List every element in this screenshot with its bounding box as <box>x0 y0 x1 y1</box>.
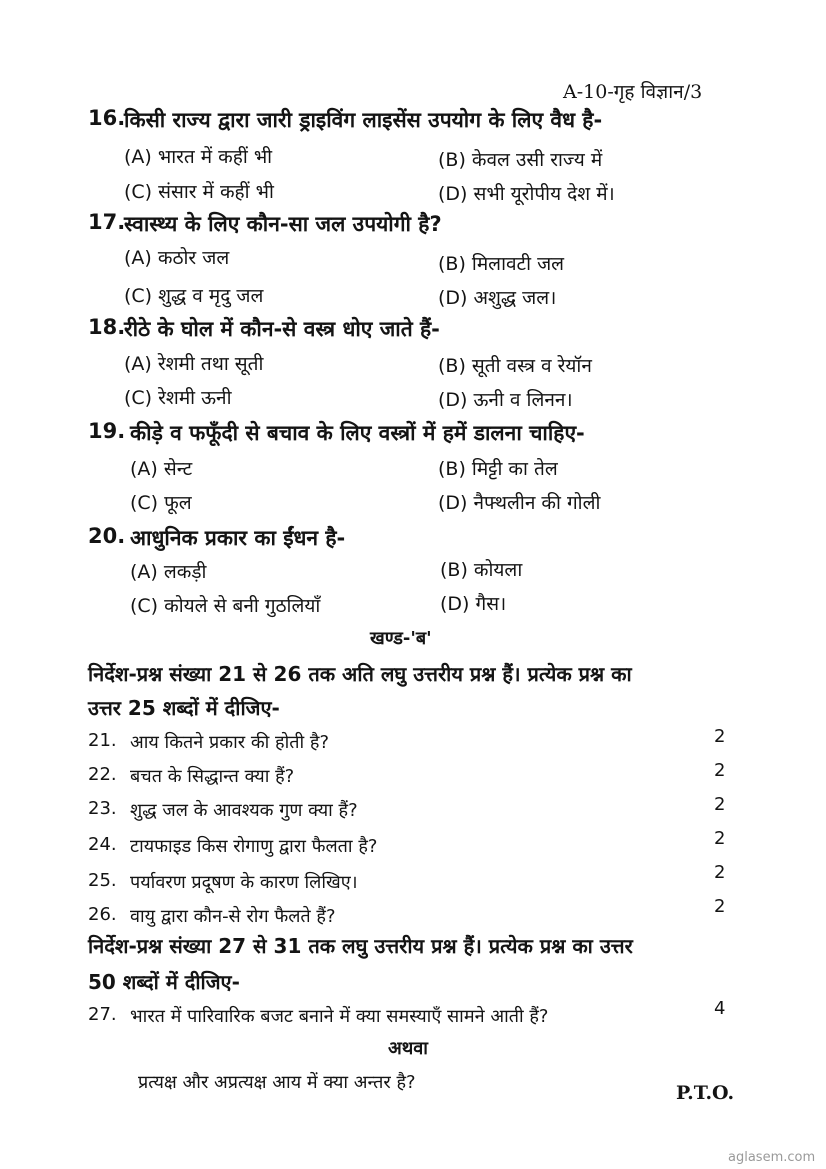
question-number: 18. <box>88 315 126 339</box>
question-text: कीड़े व फफूँदी से बचाव के लिए वस्त्रों में हमें डालना चाहिए- <box>130 421 585 445</box>
marks: 2 <box>714 726 726 747</box>
option-c: (C) कोयले से बनी गुठलियाँ <box>130 595 321 617</box>
marks: 2 <box>714 794 726 815</box>
paper-code: A-10-गृह विज्ञान/3 <box>563 81 703 103</box>
instruction-line: उत्तर 25 शब्दों में दीजिए- <box>88 696 280 720</box>
marks: 2 <box>714 760 726 781</box>
question-number: 27. <box>88 1004 117 1025</box>
option-a: (A) लकड़ी <box>130 561 207 583</box>
option-d: (D) अशुद्ध जल। <box>438 287 557 309</box>
question-number: 22. <box>88 764 117 785</box>
marks: 4 <box>714 998 726 1019</box>
question-number: 20. <box>88 524 126 548</box>
question-number: 23. <box>88 798 117 819</box>
question-text: रीठे के घोल में कौन-से वस्त्र धोए जाते हैं- <box>124 317 440 341</box>
question-number: 26. <box>88 904 117 925</box>
option-c: (C) शुद्ध व मृदु जल <box>124 285 264 307</box>
or-label: अथवा <box>388 1038 428 1059</box>
option-d: (D) ऊनी व लिनन। <box>438 389 573 411</box>
option-a: (A) कठोर जल <box>124 247 230 269</box>
question-number: 17. <box>88 210 126 234</box>
question-text: शुद्ध जल के आवश्यक गुण क्या हैं? <box>130 800 358 821</box>
question-number: 21. <box>88 730 117 751</box>
alternative-question: प्रत्यक्ष और अप्रत्यक्ष आय में क्या अन्तर है? <box>138 1072 416 1093</box>
option-a: (A) सेन्ट <box>130 458 193 480</box>
question-number: 24. <box>88 834 117 855</box>
option-d: (D) नैफ्थलीन की गोली <box>438 492 601 514</box>
question-text: भारत में पारिवारिक बजट बनाने में क्या समस्याएँ सामने आती हैं? <box>130 1006 549 1027</box>
marks: 2 <box>714 828 726 849</box>
question-number: 25. <box>88 870 117 891</box>
question-text: किसी राज्य द्वारा जारी ड्राइविंग लाइसेंस उपयोग के लिए वैध है- <box>124 108 603 132</box>
section-title: खण्ड-'ब' <box>370 628 432 649</box>
question-text: आय कितने प्रकार की होती है? <box>130 732 330 753</box>
instruction-line: निर्देश-प्रश्न संख्या 21 से 26 तक अति लघु उत्तरीय प्रश्न हैं। प्रत्येक प्रश्न का <box>88 662 632 686</box>
watermark: aglasem.com <box>728 1150 816 1165</box>
marks: 2 <box>714 896 726 917</box>
question-text: आधुनिक प्रकार का ईंधन है- <box>130 526 346 550</box>
option-d: (D) गैस। <box>440 593 507 615</box>
instruction-line: निर्देश-प्रश्न संख्या 27 से 31 तक लघु उत्तरीय प्रश्न हैं। प्रत्येक प्रश्न का उत्तर <box>88 934 633 958</box>
marks: 2 <box>714 862 726 883</box>
option-b: (B) कोयला <box>440 559 523 581</box>
question-text: टायफाइड किस रोगाणु द्वारा फैलता है? <box>130 836 378 857</box>
option-b: (B) मिट्टी का तेल <box>438 458 558 480</box>
question-number: 16. <box>88 106 126 130</box>
option-b: (B) मिलावटी जल <box>438 253 565 275</box>
option-b: (B) सूती वस्त्र व रेयॉन <box>438 355 592 377</box>
option-b: (B) केवल उसी राज्य में <box>438 149 603 171</box>
option-c: (C) रेशमी ऊनी <box>124 387 232 409</box>
option-c: (C) फूल <box>130 492 192 514</box>
question-text: पर्यावरण प्रदूषण के कारण लिखिए। <box>130 872 358 893</box>
instruction-line: 50 शब्दों में दीजिए- <box>88 970 240 994</box>
question-text: बचत के सिद्धान्त क्या हैं? <box>130 766 295 787</box>
option-a: (A) भारत में कहीं भी <box>124 146 273 168</box>
option-a: (A) रेशमी तथा सूती <box>124 353 264 375</box>
option-c: (C) संसार में कहीं भी <box>124 181 274 203</box>
question-text: वायु द्वारा कौन-से रोग फैलते हैं? <box>130 906 336 927</box>
option-d: (D) सभी यूरोपीय देश में। <box>438 183 615 205</box>
question-number: 19. <box>88 419 126 443</box>
question-text: स्वास्थ्य के लिए कौन-सा जल उपयोगी है? <box>124 212 442 236</box>
pto-label: P.T.O. <box>676 1082 735 1104</box>
